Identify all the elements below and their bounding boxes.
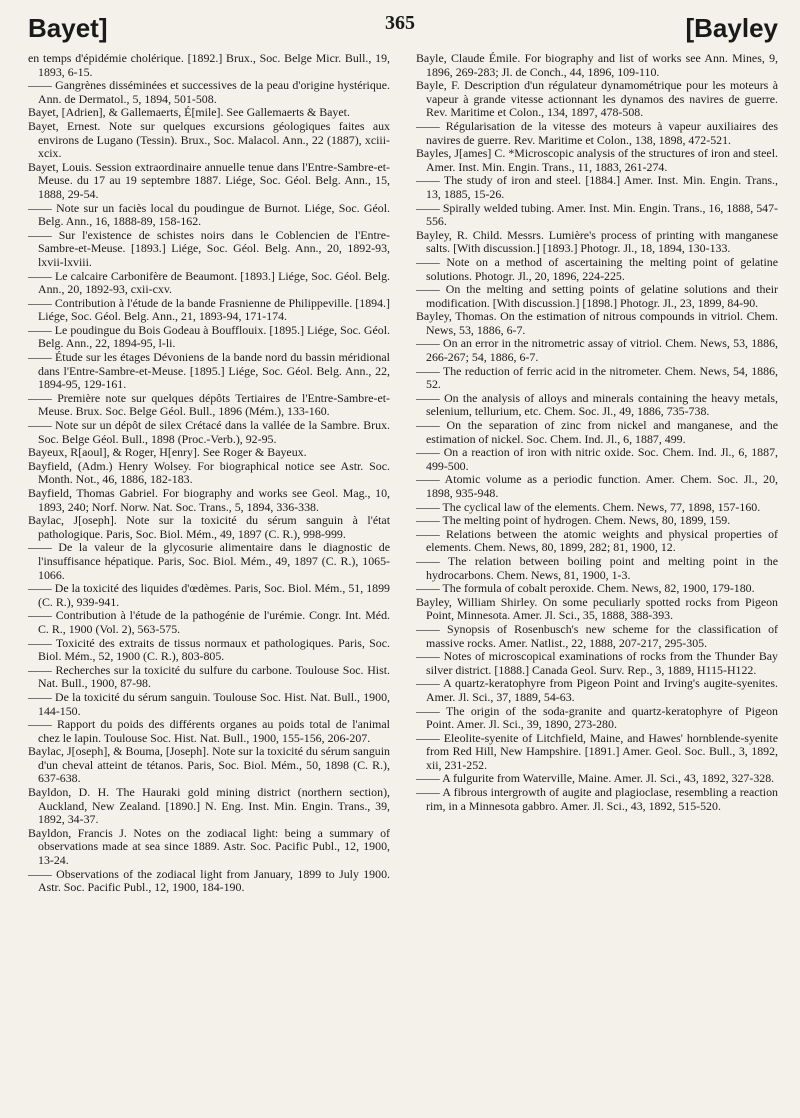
- bibliography-entry: —— A fulgurite from Waterville, Maine. Amer. Jl. Sci., 43, 1892, 327-328.: [416, 771, 775, 786]
- bibliography-entry: —— De la valeur de la glycosurie alimentaire dans le diagnostic de l'insuffisance hépatique. Paris, Soc. Biol. Mém., 49, 1897 (C. R.), 1065-1066.: [28, 540, 390, 582]
- bibliography-entry: —— On an error in the nitrometric assay of vitriol. Chem. News, 53, 1886, 266-267; 54, 1886, 6-7.: [416, 336, 778, 365]
- bibliography-entry: —— The cyclical law of the elements. Chem. News, 77, 1898, 157-160.: [416, 499, 761, 514]
- bibliography-entry: —— De la toxicité du sérum sanguin. Toulouse Soc. Hist. Nat. Bull., 1900, 144-150.: [28, 689, 390, 718]
- bibliography-entry: Bayley, William Shirley. On some peculiarly spotted rocks from Pigeon Point, Minnesota. Amer. Jl. Sci., 35, 1888, 388-393.: [416, 594, 778, 623]
- bibliography-entry: —— Le calcaire Carbonifère de Beaumont. [1893.] Liége, Soc. Géol. Belg. Ann., 20, 1892-93, cxii-cxv.: [28, 268, 390, 297]
- columns: [28, 52, 778, 895]
- bibliography-entry: —— The origin of the soda-granite and quartz-keratophyre of Pigeon Point. Amer. Jl. Sci., 39, 1890, 273-280.: [416, 703, 778, 732]
- bibliography-entry: —— On the melting and setting points of gelatine solutions and their modification. [With discussion.] [1898.] Photogr. Jl., 23, 1899, 84-90.: [416, 282, 778, 310]
- bibliography-entry: —— The melting point of hydrogen. Chem. News, 80, 1899, 159.: [416, 513, 731, 528]
- bibliography-entry: Bayles, J[ames] C. *Microscopic analysis of the structures of iron and steel. Amer. Inst. Min. Engin. Trans., 11, 1883, 261-274.: [416, 146, 778, 174]
- bibliography-entry: —— Contribution à l'étude de la bande Frasnienne de Philippeville. [1894.] Liége, Soc. Géol. Belg. Ann., 21, 1893-94, 171-174.: [28, 295, 390, 324]
- bibliography-entry: Bayle, Claude Émile. For biography and list of works see Ann. Mines, 9, 1896, 269-283; Jl. de Conch., 44, 1896, 109-110.: [416, 51, 778, 79]
- bibliography-entry: —— A fibrous intergrowth of augite and plagioclase, resembling a reaction rim, in a Minnesota gabbro. Amer. Jl. Sci., 43, 1892, 515-520.: [416, 785, 778, 813]
- bibliography-entry: —— The reduction of ferric acid in the nitrometer. Chem. News, 54, 1886, 52.: [416, 363, 778, 392]
- bibliography-entry: —— On the analysis of alloys and minerals containing the heavy metals, selenium, tellurium, etc. Chem. Soc. Jl., 49, 1886, 735-738.: [416, 390, 778, 419]
- bibliography-entry: —— Synopsis of Rosenbusch's new scheme for the classification of massive rocks. Amer. Natlist., 22, 1888, 207-217, 295-305.: [416, 621, 778, 650]
- bibliography-entry: —— Régularisation de la vitesse des moteurs à vapeur auxiliaires des navires de guerre. Rev. Maritime et Colon., 138, 1898, 472-521.: [416, 118, 778, 147]
- bibliography-entry: —— The relation between boiling point and melting point in the hydrocarbons. Chem. News, 81, 1900, 1-3.: [416, 553, 778, 582]
- bibliography-entry: Bayle, F. Description d'un régulateur dynamométrique pour les moteurs à vapeur à grande vitesse actionnant les dynamos des navires de guerre. Rev. Maritime et Colon., 134, 1897, 478-508.: [416, 78, 778, 120]
- left-column: [28, 52, 390, 895]
- bibliography-entry: —— Atomic volume as a periodic function. Amer. Chem. Soc. Jl., 20, 1898, 935-948.: [416, 472, 778, 500]
- bibliography-entry: —— Relations between the atomic weights and physical properties of elements. Chem. News, 80, 1899, 282; 81, 1900, 12.: [416, 526, 778, 555]
- bibliography-entry: —— Note sur un faciès local du poudingue de Burnot. Liége, Soc. Géol. Belg. Ann., 16, 1888-89, 158-162.: [28, 200, 390, 229]
- bibliography-entry: —— Rapport du poids des différents organes au poids total de l'animal chez le lapin. Toulouse Soc. Hist. Nat. Bull., 1900, 155-156, 206-207.: [28, 717, 390, 745]
- bibliography-entry: en temps d'épidémie cholérique. [1892.] Brux., Soc. Belge Micr. Bull., 19, 1893, 6-15.: [28, 51, 390, 79]
- header-left: Bayet]: [28, 13, 108, 43]
- bibliography-entry: Bayfield, (Adm.) Henry Wolsey. For biographical notice see Astr. Soc. Month. Not., 46, 1886, 182-183.: [28, 458, 390, 487]
- bibliography-entry: —— On the separation of zinc from nickel and manganese, and the estimation of nickel. Soc. Chem. Ind. Jl., 6, 1887, 499.: [416, 418, 778, 446]
- bibliography-entry: Bayley, Thomas. On the estimation of nitrous compounds in vitriol. Chem. News, 53, 1886, 6-7.: [416, 309, 778, 337]
- bibliography-entry: —— On a reaction of iron with nitric oxide. Soc. Chem. Ind. Jl., 6, 1887, 499-500.: [416, 445, 778, 473]
- bibliography-entry: Baylac, J[oseph], & Bouma, [Joseph]. Note sur la toxicité du sérum sanguin d'un cheval atteint de tétanos. Paris, Soc. Biol. Mém., 50, 1898 (C. R.), 637-638.: [28, 744, 390, 786]
- bibliography-entry: —— Toxicité des extraits de tissus normaux et pathologiques. Paris, Soc. Biol. Mém., 52, 1900 (C. R.), 803-805.: [28, 635, 390, 664]
- bibliography-entry: —— Étude sur les étages Dévoniens de la bande nord du bassin méridional dans l'Entre-Sambre-et-Meuse. [1895.] Liége, Soc. Géol. Belg. Ann., 22, 1894-95, 129-161.: [28, 350, 390, 392]
- bibliography-entry: —— Note on a method of ascertaining the melting point of gelatine solutions. Photogr. Jl., 20, 1896, 224-225.: [416, 254, 778, 283]
- bibliography-entry: Bayeux, R[aoul], & Roger, H[enry]. See Roger & Bayeux.: [28, 445, 307, 460]
- bibliography-entry: —— Recherches sur la toxicité du sulfure du carbone. Toulouse Soc. Hist. Nat. Bull., 1900, 87-98.: [28, 662, 390, 691]
- bibliography-entry: —— Gangrènes disséminées et successives de la peau d'origine hystérique. Ann. de Dermatol., 5, 1894, 501-508.: [28, 78, 390, 106]
- bibliography-entry: Bayldon, Francis J. Notes on the zodiacal light: being a summary of observations made at sea since 1889. Astr. Soc. Pacific Publ., 12, 1900, 13-24.: [28, 825, 390, 868]
- bibliography-entry: —— Note sur un dépôt de silex Crétacé dans la vallée de la Sambre. Brux. Soc. Belge Géol. Bull., 1898 (Proc.-Verb.), 92-95.: [28, 418, 390, 446]
- bibliography-entry: —— Sur l'existence de schistes noirs dans le Coblencien de l'Entre-Sambre-et-Meuse. [1893.] Liége, Soc. Géol. Belg. Ann., 20, 1892-93, lxvii-lxviii.: [28, 227, 390, 269]
- running-header: [28, 0, 778, 46]
- bibliography-entry: Bayet, Ernest. Note sur quelques excursions géologiques faites aux environs de Lugano (Tessin). Brux., Soc. Malacol. Ann., 22 (1887), xciii-xcix.: [28, 118, 390, 161]
- bibliography-entry: —— Spirally welded tubing. Amer. Inst. Min. Engin. Trans., 16, 1888, 547-556.: [416, 200, 778, 229]
- page-number: 365: [385, 12, 415, 34]
- bibliography-entry: Bayet, [Adrien], & Gallemaerts, É[mile]. See Gallemaerts & Bayet.: [28, 105, 350, 120]
- bibliography-entry: —— De la toxicité des liquides d'œdèmes. Paris, Soc. Biol. Mém., 51, 1899 (C. R.), 939-941.: [28, 581, 390, 609]
- bibliography-entry: —— Observations of the zodiacal light from January, 1899 to July 1900. Astr. Soc. Pacific Publ., 12, 1900, 184-190.: [28, 866, 390, 895]
- bibliography-entry: —— Notes of microscopical examinations of rocks from the Thunder Bay silver district. [1888.] Canada Geol. Surv. Rep., 3, 1889, H115-H122.: [416, 649, 778, 677]
- bibliography-entry: Bayldon, D. H. The Hauraki gold mining district (northern section), Auckland, New Zealand. [1890.] N. Eng. Inst. Min. Engin. Trans., 39, 1892, 34-37.: [28, 785, 390, 827]
- bibliography-entry: Bayfield, Thomas Gabriel. For biography and works see Geol. Mag., 10, 1893, 240; Norf. Norw. Nat. Soc. Trans., 5, 1894, 336-338.: [28, 486, 390, 514]
- bibliography-entry: —— Eleolite-syenite of Litchfield, Maine, and Hawes' hornblende-syenite from Red Hill, New Hampshire. [1891.] Amer. Geol. Soc. Bull., 3, 1892, xii, 231-252.: [416, 730, 778, 772]
- header-right: [Bayley: [685, 13, 778, 43]
- bibliography-entry: Bayley, R. Child. Messrs. Lumière's process of printing with manganese salts. [With discussion.] [1893.] Photogr. Jl., 18, 1894, 130-133.: [416, 227, 778, 256]
- bibliography-entry: Baylac, J[oseph]. Note sur la toxicité du sérum sanguin à l'état pathologique. Paris, Soc. Biol. Mém., 49, 1897 (C. R.), 998-999.: [28, 513, 390, 541]
- bibliography-entry: Bayet, Louis. Session extraordinaire annuelle tenue dans l'Entre-Sambre-et-Meuse. du 17 au 19 septembre 1887. Liége, Soc. Géol. Belg. Ann., 15, 1888, 29-54.: [28, 159, 390, 201]
- bibliography-entry: —— A quartz-keratophyre from Pigeon Point and Irving's augite-syenites. Amer. Jl. Sci., 37, 1889, 54-63.: [416, 676, 778, 704]
- bibliography-entry: —— Première note sur quelques dépôts Tertiaires de l'Entre-Sambre-et-Meuse. Brux. Soc. Belge Géol. Bull., 1896 (Mém.), 133-160.: [28, 390, 390, 419]
- right-column: [416, 52, 778, 895]
- bibliography-entry: —— The study of iron and steel. [1884.] Amer. Inst. Min. Engin. Trans., 13, 1885, 15-26.: [416, 173, 778, 201]
- bibliography-entry: —— Contribution à l'étude de la pathogénie de l'urémie. Congr. Int. Méd. C. R., 1900 (Vol. 2), 563-575.: [28, 608, 390, 636]
- bibliography-entry: —— Le poudingue du Bois Godeau à Boufflouix. [1895.] Liége, Soc. Géol. Belg. Ann., 22, 1894-95, l-li.: [28, 322, 390, 351]
- bibliography-entry: —— The formula of cobalt peroxide. Chem. News, 82, 1900, 179-180.: [416, 581, 755, 596]
